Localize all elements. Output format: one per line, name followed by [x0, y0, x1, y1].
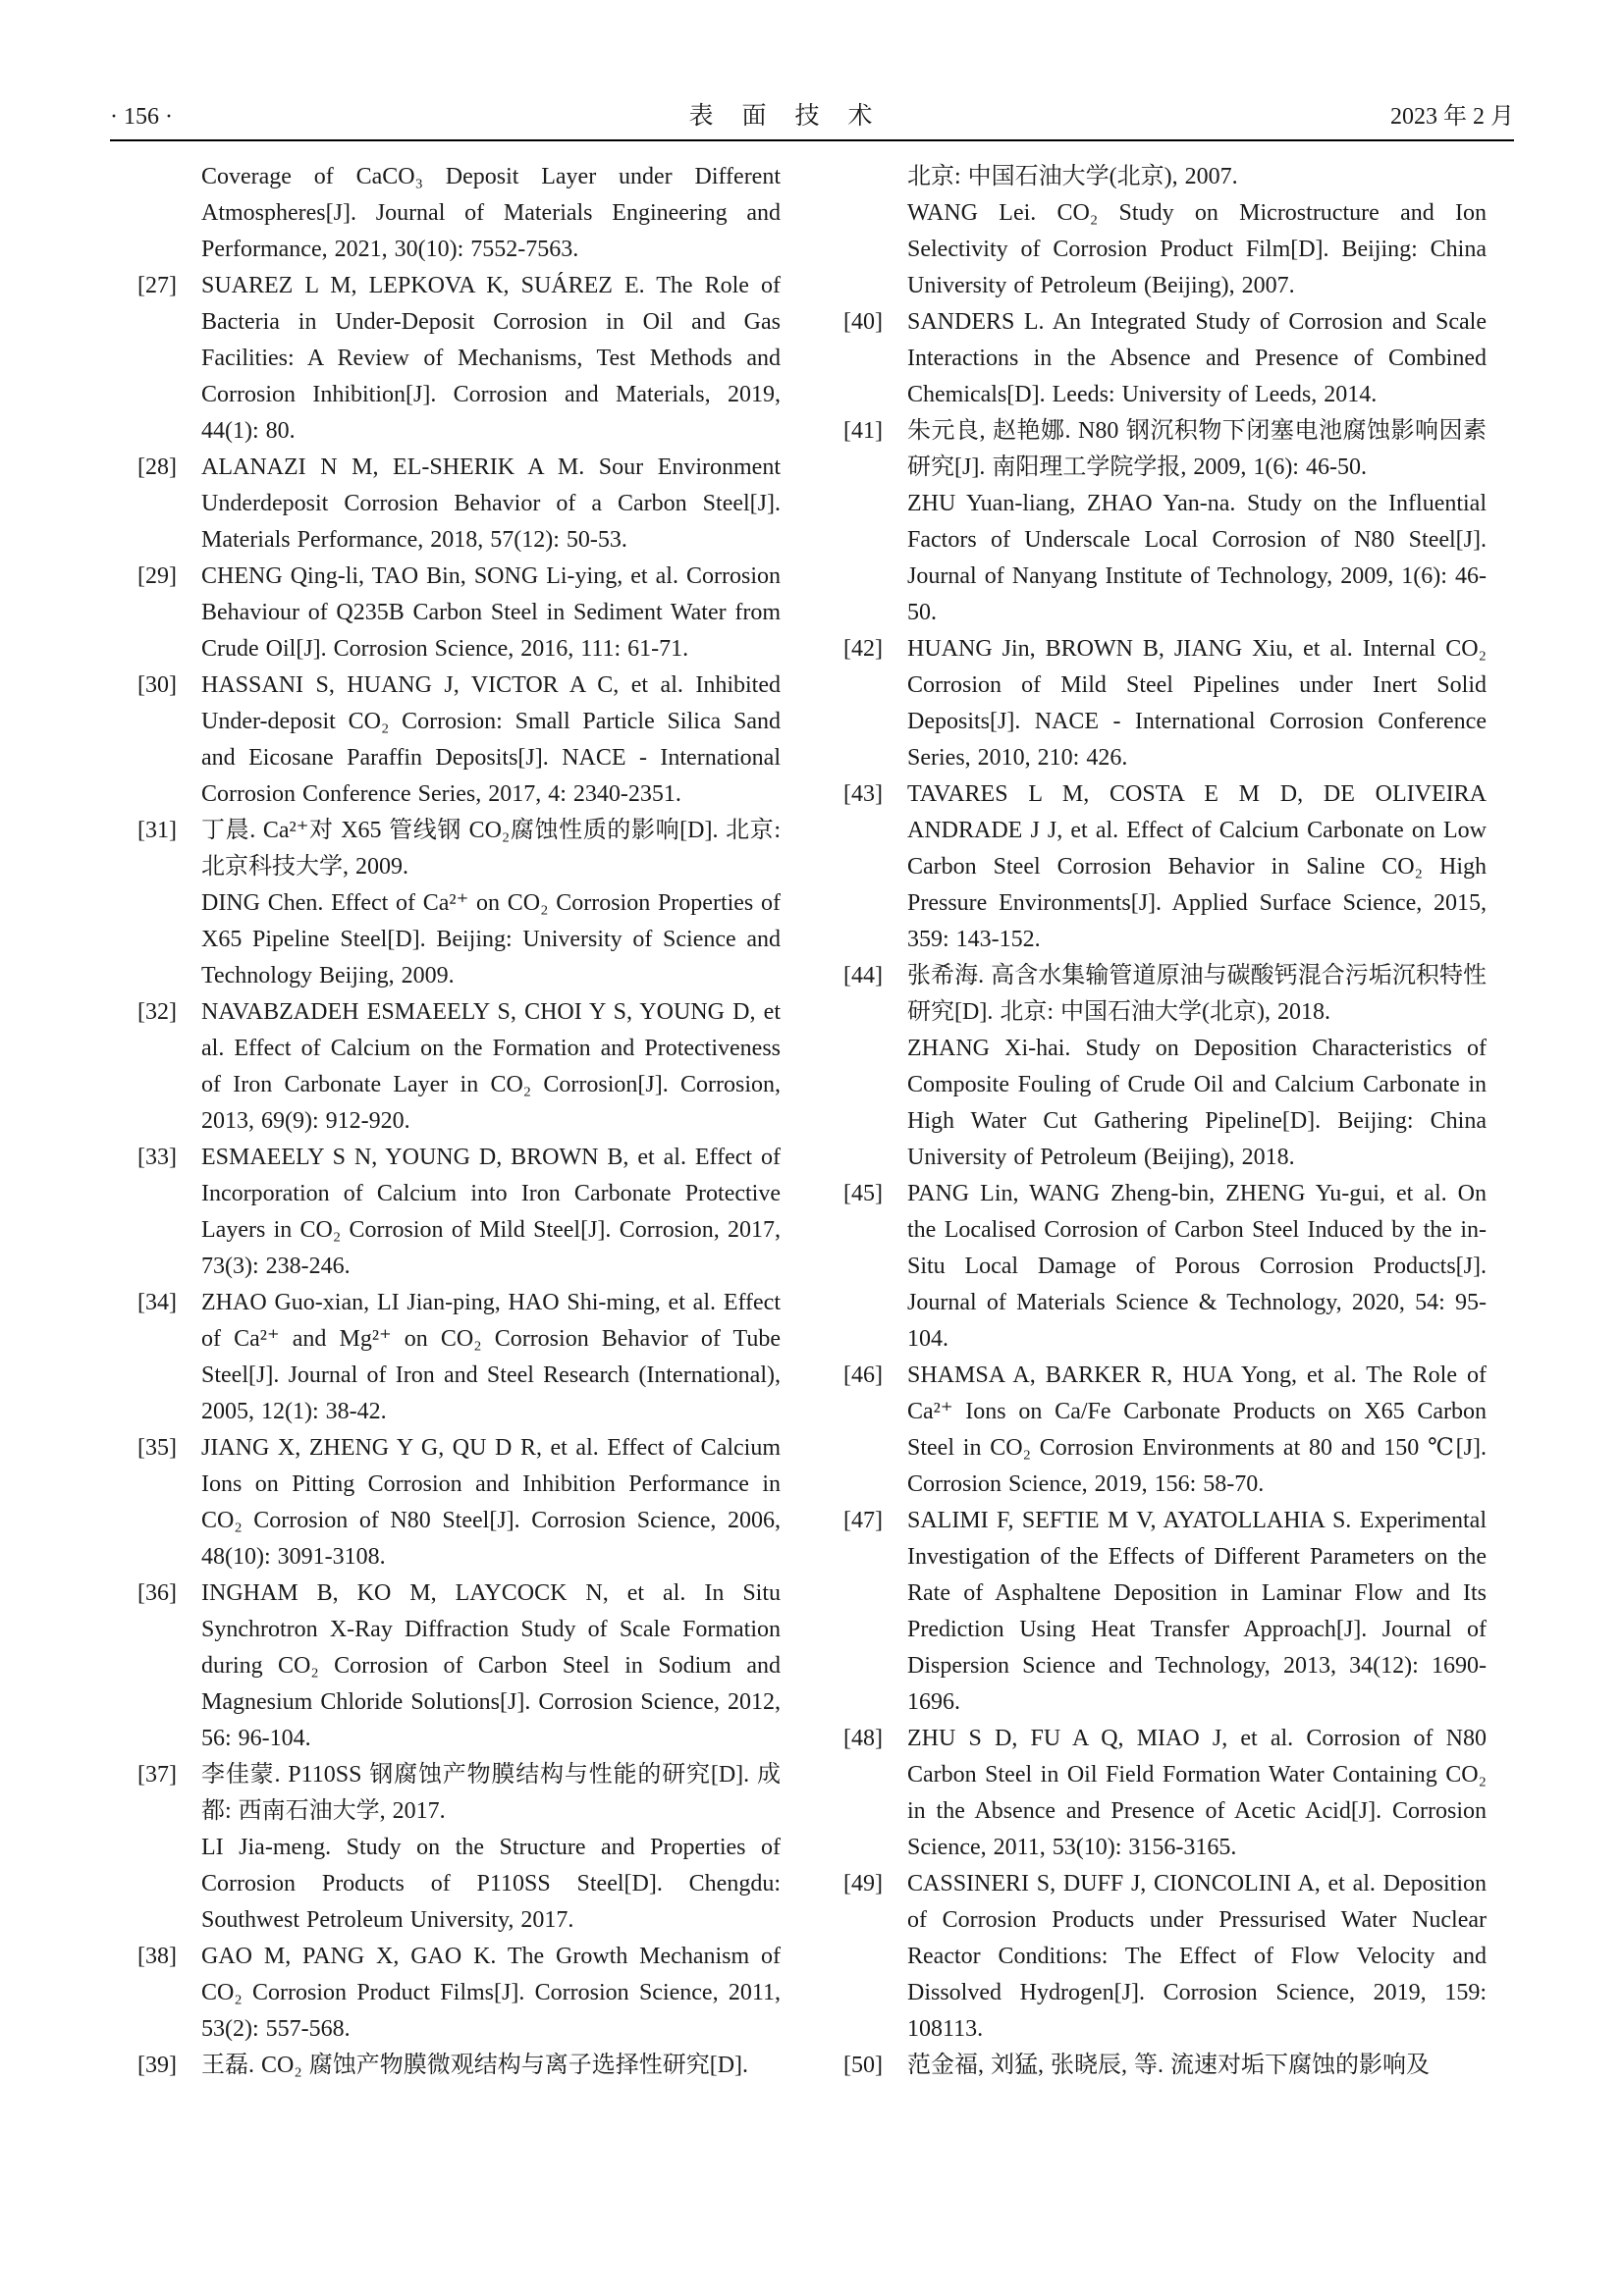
reference-text: PANG Lin, WANG Zheng-bin, ZHENG Yu-gui, et al. On the Localised Corrosion of Carbon Steel Induced by the in-Situ Local Damage of Porous Corrosion Products[J]. Journal of Materials Science & Technology, 2020, 54: 95-104.: [907, 1181, 1487, 1352]
reference-body: [201, 1285, 781, 1430]
issue-date: 2023 年 2 月: [1390, 104, 1514, 130]
reference-entry: [137, 1430, 781, 1575]
reference-body: [907, 413, 1487, 631]
reference-body: [201, 159, 781, 268]
reference-entry: [843, 2048, 1487, 2084]
reference-text: 范金福, 刘猛, 张晓辰, 等. 流速对垢下腐蚀的影响及: [907, 2053, 1430, 2078]
reference-text: WANG Lei. CO₂ Study on Microstructure and Ion Selectivity of Corrosion Product Film[D]. Beijing: China University of Petroleum (Beijing), 2007.: [907, 200, 1487, 298]
reference-text: HUANG Jin, BROWN B, JIANG Xiu, et al. Internal CO₂ Corrosion of Mild Steel Pipelines under Inert Solid Deposits[J]. NACE - International Corrosion Conference Series, 2010, 210: 426.: [907, 636, 1487, 771]
reference-text: SUAREZ L M, LEPKOVA K, SUÁREZ E. The Role of Bacteria in Under-Deposit Corrosion in Oil and Gas Facilities: A Review of Mechanisms, Test Methods and Corrosion Inhibition[J]. Corrosion and Materials, 2019, 44(1): 80.: [201, 273, 781, 444]
reference-text: TAVARES L M, COSTA E M D, DE OLIVEIRA ANDRADE J J, et al. Effect of Calcium Carbonate on Low Carbon Steel Corrosion Behavior in Saline CO₂ High Pressure Environments[J]. Applied Surface Science, 2015, 359: 143-152.: [907, 781, 1487, 952]
page-number: · 156 ·: [110, 104, 173, 130]
reference-body: [907, 1358, 1487, 1503]
reference-number: [28]: [137, 454, 177, 480]
reference-text: ZHU Yuan-liang, ZHAO Yan-na. Study on the Influential Factors of Underscale Local Corrosion of N80 Steel[J]. Journal of Nanyang Institute of Technology, 2009, 1(6): 46-50.: [907, 491, 1487, 625]
reference-text: GAO M, PANG X, GAO K. The Growth Mechanism of CO₂ Corrosion Product Films[J]. Corrosion Science, 2011, 53(2): 557-568.: [201, 1944, 781, 2042]
reference-text: CASSINERI S, DUFF J, CIONCOLINI A, et al. Deposition of Corrosion Products under Pressurised Water Nuclear Reactor Conditions: The Effect of Flow Velocity and Dissolved Hydrogen[J]. Corrosion Science, 2019, 159: 108113.: [907, 1871, 1487, 2042]
reference-text: SALIMI F, SEFTIE M V, AYATOLLAHIA S. Experimental Investigation of the Effects of Different Parameters on the Rate of Asphaltene Deposition in Laminar Flow and Its Prediction Using Heat Transfer Approach[J]. Journal of Dispersion Science and Technology, 2013, 34(12): 1690-1696.: [907, 1508, 1487, 1715]
reference-number: [45]: [843, 1181, 883, 1206]
reference-text: DING Chen. Effect of Ca²⁺ on CO₂ Corrosion Properties of X65 Pipeline Steel[D]. Beijing: University of Science and Technology Beijing, 2009.: [201, 890, 781, 988]
reference-text: NAVABZADEH ESMAEELY S, CHOI Y S, YOUNG D, et al. Effect of Calcium on the Formation and Protectiveness of Iron Carbonate Layer in CO₂ Corrosion[J]. Corrosion, 2013, 69(9): 912-920.: [201, 999, 781, 1134]
reference-body: [907, 1503, 1487, 1721]
reference-text: 王磊. CO₂ 腐蚀产物膜微观结构与离子选择性研究[D].: [201, 2053, 749, 2078]
reference-entry: [137, 813, 781, 994]
reference-continuation: [843, 159, 1487, 304]
reference-body: [201, 268, 781, 450]
reference-text: Coverage of CaCO₃ Deposit Layer under Different Atmospheres[J]. Journal of Materials Engineering and Performance, 2021, 30(10): 7552-7563.: [201, 164, 781, 262]
reference-text: INGHAM B, KO M, LAYCOCK N, et al. In Situ Synchrotron X-Ray Diffraction Study of Scale Formation during CO₂ Corrosion of Carbon Steel in Sodium and Magnesium Chloride Solutions[J]. Corrosion Science, 2012, 56: 96-104.: [201, 1580, 781, 1751]
reference-number: [46]: [843, 1362, 883, 1388]
reference-text: ZHANG Xi-hai. Study on Deposition Characteristics of Composite Fouling of Crude Oil and Calcium Carbonate in High Water Cut Gathering Pipeline[D]. Beijing: China University of Petroleum (Beijing), 2018.: [907, 1036, 1487, 1170]
reference-body: [907, 2048, 1487, 2084]
reference-number: [50]: [843, 2053, 883, 2078]
reference-text: 朱元良, 赵艳娜. N80 钢沉积物下闭塞电池腐蚀影响因素研究[J]. 南阳理工学院学报, 2009, 1(6): 46-50.: [907, 418, 1487, 480]
reference-body: [201, 1430, 781, 1575]
reference-entry: [843, 958, 1487, 1176]
reference-text: ALANAZI N M, EL-SHERIK A M. Sour Environment Underdeposit Corrosion Behavior of a Carbon Steel[J]. Materials Performance, 2018, 57(12): 50-53.: [201, 454, 781, 553]
reference-entry: [843, 1176, 1487, 1358]
reference-entry: [843, 776, 1487, 958]
reference-number: [49]: [843, 1871, 883, 1896]
reference-number: [37]: [137, 1762, 177, 1788]
reference-entry: [843, 1358, 1487, 1503]
reference-entry: [137, 559, 781, 667]
reference-number: [44]: [843, 963, 883, 988]
reference-body: [201, 2048, 781, 2084]
reference-body: [201, 1939, 781, 2048]
reference-body: [201, 1140, 781, 1285]
reference-number: [31]: [137, 818, 177, 843]
reference-entry: [137, 667, 781, 813]
reference-entry: [843, 631, 1487, 776]
reference-text: JIANG X, ZHENG Y G, QU D R, et al. Effect of Calcium Ions on Pitting Corrosion and Inhibition Performance in CO₂ Corrosion of N80 Steel[J]. Corrosion Science, 2006, 48(10): 3091-3108.: [201, 1435, 781, 1570]
reference-text: LI Jia-meng. Study on the Structure and Properties of Corrosion Products of P110SS Steel[D]. Chengdu: Southwest Petroleum University, 2017.: [201, 1835, 781, 1933]
reference-number: [32]: [137, 999, 177, 1025]
reference-number: [33]: [137, 1145, 177, 1170]
reference-body: [907, 776, 1487, 958]
reference-text: ESMAEELY S N, YOUNG D, BROWN B, et al. Effect of Incorporation of Calcium into Iron Carbonate Protective Layers in CO₂ Corrosion of Mild Steel[J]. Corrosion, 2017, 73(3): 238-246.: [201, 1145, 781, 1279]
journal-title: 表 面 技 术: [688, 103, 875, 130]
reference-entry: [137, 1140, 781, 1285]
reference-number: [27]: [137, 273, 177, 298]
reference-number: [40]: [843, 309, 883, 335]
reference-entry: [137, 2048, 781, 2084]
reference-number: [43]: [843, 781, 883, 807]
reference-continuation: [137, 159, 781, 268]
reference-text: ZHU S D, FU A Q, MIAO J, et al. Corrosion of N80 Carbon Steel in Oil Field Formation Water Containing CO₂ in the Absence and Presence of Acetic Acid[J]. Corrosion Science, 2011, 53(10): 3156-3165.: [907, 1726, 1487, 1860]
reference-entry: [137, 1757, 781, 1939]
page-header: [110, 96, 1514, 132]
reference-number: [47]: [843, 1508, 883, 1533]
reference-body: [907, 159, 1487, 304]
header-rule: [110, 139, 1514, 141]
reference-body: [201, 667, 781, 813]
left-column: [137, 159, 781, 2084]
reference-body: [907, 1176, 1487, 1358]
reference-text: ZHAO Guo-xian, LI Jian-ping, HAO Shi-ming, et al. Effect of Ca²⁺ and Mg²⁺ on CO₂ Corrosion Behavior of Tube Steel[J]. Journal of Iron and Steel Research (International), 2005, 12(1): 38-42.: [201, 1290, 781, 1424]
reference-number: [39]: [137, 2053, 177, 2078]
reference-number: [48]: [843, 1726, 883, 1751]
reference-entry: [137, 1285, 781, 1430]
reference-text: SANDERS L. An Integrated Study of Corrosion and Scale Interactions in the Absence and Presence of Combined Chemicals[D]. Leeds: University of Leeds, 2014.: [907, 309, 1487, 407]
reference-text: SHAMSA A, BARKER R, HUA Yong, et al. The Role of Ca²⁺ Ions on Ca/Fe Carbonate Products on X65 Carbon Steel in CO₂ Corrosion Environments at 80 and 150 ℃[J]. Corrosion Science, 2019, 156: 58-70.: [907, 1362, 1487, 1497]
reference-text: 李佳蒙. P110SS 钢腐蚀产物膜结构与性能的研究[D]. 成都: 西南石油大学, 2017.: [201, 1762, 781, 1824]
reference-body: [907, 958, 1487, 1176]
reference-number: [42]: [843, 636, 883, 662]
reference-number: [30]: [137, 672, 177, 698]
reference-body: [907, 1721, 1487, 1866]
reference-number: [35]: [137, 1435, 177, 1461]
reference-text: 丁晨. Ca²⁺对 X65 管线钢 CO₂腐蚀性质的影响[D]. 北京: 北京科技大学, 2009.: [201, 818, 781, 880]
reference-entry: [843, 304, 1487, 413]
references-section: [137, 159, 1487, 2084]
reference-entry: [843, 1866, 1487, 2048]
reference-body: [907, 1866, 1487, 2048]
reference-entry: [843, 413, 1487, 631]
reference-body: [201, 994, 781, 1140]
reference-number: [36]: [137, 1580, 177, 1606]
reference-body: [201, 813, 781, 994]
reference-entry: [843, 1503, 1487, 1721]
reference-text: CHENG Qing-li, TAO Bin, SONG Li-ying, et al. Corrosion Behaviour of Q235B Carbon Steel in Sediment Water from Crude Oil[J]. Corrosion Science, 2016, 111: 61-71.: [201, 563, 781, 662]
reference-body: [201, 559, 781, 667]
reference-entry: [843, 1721, 1487, 1866]
reference-entry: [137, 994, 781, 1140]
reference-text: 张希海. 高含水集输管道原油与碳酸钙混合污垢沉积特性研究[D]. 北京: 中国石油大学(北京), 2018.: [907, 963, 1487, 1025]
reference-number: [29]: [137, 563, 177, 589]
reference-body: [201, 450, 781, 559]
reference-body: [201, 1757, 781, 1939]
reference-entry: [137, 1939, 781, 2048]
reference-body: [907, 304, 1487, 413]
reference-entry: [137, 268, 781, 450]
reference-number: [34]: [137, 1290, 177, 1315]
reference-body: [907, 631, 1487, 776]
reference-entry: [137, 1575, 781, 1757]
reference-entry: [137, 450, 781, 559]
reference-number: [41]: [843, 418, 883, 444]
reference-text: HASSANI S, HUANG J, VICTOR A C, et al. Inhibited Under-deposit CO₂ Corrosion: Small Particle Silica Sand and Eicosane Paraffin Deposits[J]. NACE - International Corrosion Conference Series, 2017, 4: 2340-2351.: [201, 672, 781, 807]
reference-body: [201, 1575, 781, 1757]
reference-number: [38]: [137, 1944, 177, 1969]
right-column: [843, 159, 1487, 2084]
reference-text: 北京: 中国石油大学(北京), 2007.: [907, 164, 1238, 189]
